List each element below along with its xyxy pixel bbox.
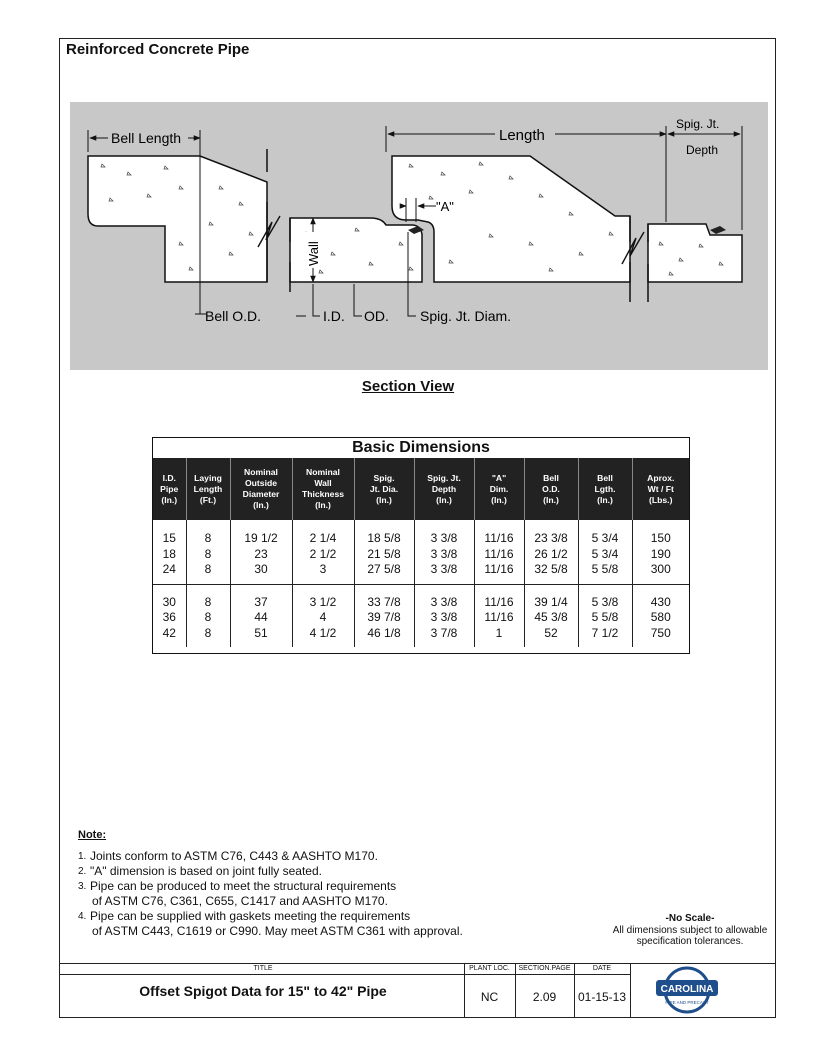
drawing-title: Offset Spigot Data for 15" to 42" Pipe (139, 983, 387, 999)
section-page-label: SECTION.PAGE (518, 965, 571, 972)
title-block-top-rule (59, 963, 776, 964)
title-block-divider (630, 963, 631, 1018)
table-cell: 3 3/8 3 3/8 3 7/8 (414, 584, 474, 647)
column-header: I.D. Pipe (In.) (153, 458, 186, 520)
section-diagram (70, 102, 768, 370)
note-item: 3. Pipe can be produced to meet the structural requirements of ASTM C76, C361, C655, C1417 and AASHTO M170. (78, 879, 397, 908)
table-cell: 19 1/2 23 30 (230, 520, 292, 584)
column-header: Aprox. Wt / Ft (Lbs.) (632, 458, 689, 520)
note-item: 1. Joints conform to ASTM C76, C443 & AASHTO M170. (78, 849, 378, 863)
column-header: Bell O.D. (In.) (524, 458, 578, 520)
table-title: Basic Dimensions (352, 439, 490, 456)
table-cell: 11/16 11/16 11/16 (474, 520, 524, 584)
note-item: 2. "A" dimension is based on joint fully seated. (78, 864, 322, 878)
notes-list (78, 849, 548, 939)
table-cell: 15 18 24 (162, 531, 176, 576)
svg-text:CAROLINA: CAROLINA (660, 984, 714, 995)
length-label: Length (499, 127, 545, 144)
table-cell: 430 580 750 (632, 584, 689, 647)
table-cell: 5 3/8 5 5/8 7 1/2 (578, 584, 632, 647)
depth-label: Depth (686, 143, 719, 157)
title-label: TITLE (253, 965, 273, 972)
note-item: 4. Pipe can be supplied with gaskets meeting the requirements of ASTM C443, C1619 or C990. May meet ASTM C361 with approval. (78, 909, 463, 938)
title-block-label-rule (59, 974, 630, 975)
no-scale-block (602, 913, 778, 948)
a-dim-label: "A" (436, 199, 454, 214)
spig-diam-label: Spig. Jt. Diam. (420, 308, 512, 324)
date-label: DATE (592, 965, 612, 972)
no-scale-line1: All dimensions subject to allowable (612, 924, 768, 936)
table-cell: 23 3/8 26 1/2 32 5/8 (524, 520, 578, 584)
table-cell: 8 8 8 (186, 520, 230, 584)
table-cell: 39 1/4 45 3/8 52 (524, 584, 578, 647)
table-cell: 3 3/8 3 3/8 3 3/8 (414, 520, 474, 584)
section-view-caption: Section View (361, 378, 455, 395)
basic-dimensions-table (152, 437, 690, 654)
table-cell: 33 7/8 39 7/8 46 1/8 (354, 584, 414, 647)
table-row-group (153, 584, 689, 647)
table-cell: 11/16 11/16 1 (474, 584, 524, 647)
column-header: Nominal Wall Thickness (In.) (292, 458, 354, 520)
od-label: OD. (364, 308, 389, 324)
spig-jt-label: Spig. Jt. (676, 117, 720, 131)
plant-loc-value: NC (480, 990, 499, 1004)
column-header: Spig. Jt. Depth (In.) (414, 458, 474, 520)
column-header: "A" Dim. (In.) (474, 458, 524, 520)
svg-text:PIPE AND PRECAST: PIPE AND PRECAST (665, 1000, 709, 1005)
table-row-group (153, 520, 689, 584)
note-heading: Note: (78, 829, 107, 841)
plant-loc-label: PLANT LOC. (469, 965, 510, 972)
table-header-row (153, 458, 689, 520)
column-header: Bell Lgth. (In.) (578, 458, 632, 520)
date-value: 01-15-13 (577, 990, 627, 1004)
section-page-value: 2.09 (532, 990, 557, 1004)
bell-length-label: Bell Length (111, 130, 182, 146)
table-cell: 30 36 42 (153, 584, 186, 647)
no-scale-heading: -No Scale- (665, 913, 715, 924)
table-cell: 37 44 51 (230, 584, 292, 647)
column-header: Laying Length (Ft.) (186, 458, 230, 520)
id-label: I.D. (323, 308, 345, 324)
bell-od-label: Bell O.D. (205, 308, 262, 324)
no-scale-line2: specification tolerances. (636, 936, 744, 947)
table-cell: 2 1/4 2 1/2 3 (292, 520, 354, 584)
table-cell: 8 8 8 (186, 584, 230, 647)
table-cell: 5 3/4 5 3/4 5 5/8 (578, 520, 632, 584)
carolina-logo (654, 966, 720, 1014)
document-title: Reinforced Concrete Pipe (66, 41, 250, 58)
table-cell: 18 5/8 21 5/8 27 5/8 (354, 520, 414, 584)
table-cell: 3 1/2 4 4 1/2 (292, 584, 354, 647)
column-header: Spig. Jt. Dia. (In.) (354, 458, 414, 520)
table-cell: 150 190 300 (632, 520, 689, 584)
wall-label: Wall (306, 241, 321, 266)
column-header: Nominal Outside Diameter (In.) (230, 458, 292, 520)
